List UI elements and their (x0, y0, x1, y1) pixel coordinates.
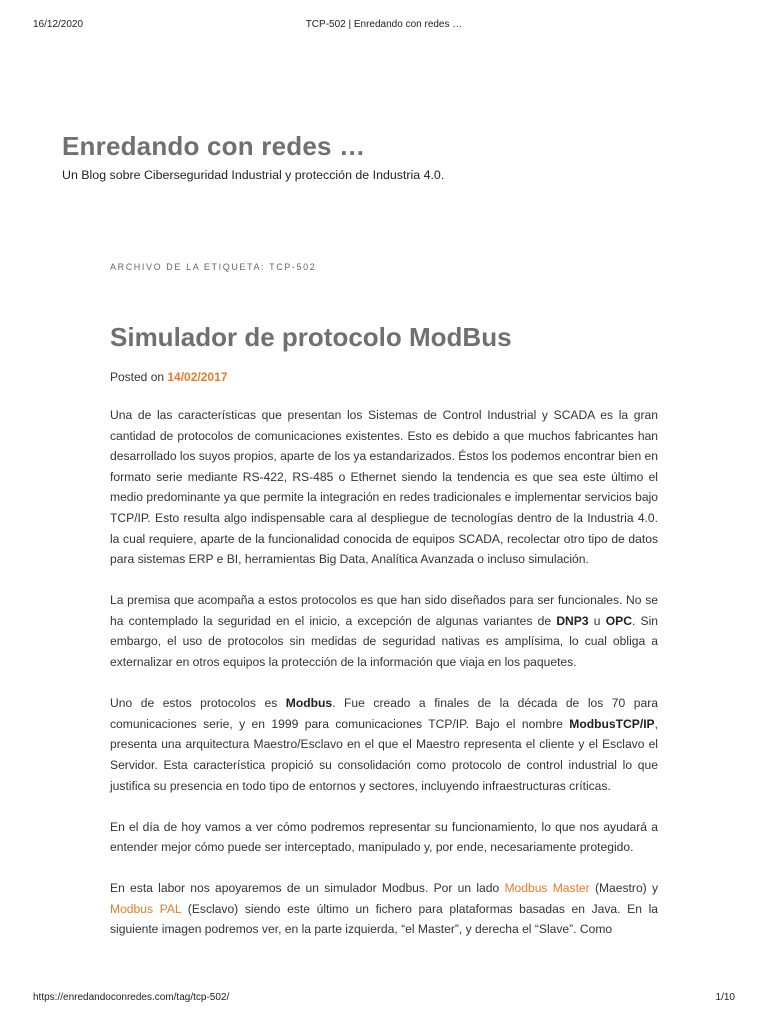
print-header (0, 19, 768, 33)
paragraph-2-text-a: La premisa que acompaña a estos protocolos es que han sido diseñados para ser funcionales. No se ha contemplado la seguridad en el inicio, a excepción de algunas variantes de (110, 593, 658, 628)
paragraph-5-text-a: En esta labor nos apoyaremos de un simulador Modbus. Por un lado (110, 881, 505, 896)
print-page-title: TCP-502 | Enredando con redes … (305, 19, 463, 30)
paragraph-5-text-c: (Esclavo) siendo este último un fichero para plataformas basadas en Java. En la siguiente imagen podremos ver, en la parte izquierda, “el Master”, y derecha el “Slave”. Como (110, 901, 658, 937)
print-date: 16/12/2020 (33, 19, 84, 30)
paragraph-3-text-c: . Fue creado a finales de la década de los 70 para comunicaciones serie, y en 1999 para comunicaciones TCP/IP. Bajo el nombre (110, 696, 659, 731)
site-title[interactable]: Enredando con redes … (62, 131, 366, 161)
post-title[interactable]: Simulador de protocolo ModBus (110, 322, 512, 352)
paragraph-1: Una de las características que presentan los Sistemas de Control Industrial y SCADA es la gran cantidad de protocolos de comunicaciones existentes. Esto es debido a que muchos fabricantes han desarrollado los suyos propios, aparte de los ya estandarizados. Éstos los podemos encontrar bien en formato serie mediante RS-422, RS-485 o Ethernet siendo la tendencia es que sea este último el medio predominante ya que permite la integración en redes tradicionales e implementar servicios bajo TCP/IP. Esto resulta algo indispensable cara al despliegue de tecnologías dentro de la Industria 4.0. la cual requiere, aparte de la funcionalidad conocida de equipos SCADA, recolectar otro tipo de datos para sistemas ERP e BI, herramientas Big Data, Analítica Avanzada o incluso simulación. (110, 408, 658, 567)
paragraph-5-text-b: (Maestro) y (589, 881, 658, 896)
modbustcpip-term: ModbusTCP/IP (569, 716, 655, 731)
paragraph-3-text-a: Uno de estos protocolos es (110, 696, 286, 711)
post-content (110, 405, 658, 961)
site-description: Un Blog sobre Ciberseguridad Industrial y protección de Industria 4.0. (62, 168, 445, 182)
post-date-link[interactable]: 14/02/2017 (167, 370, 228, 384)
modbus-term: Modbus (285, 696, 333, 711)
posted-on-label: Posted on (110, 370, 168, 384)
paragraph-3 (110, 693, 658, 796)
dnp3-term: DNP3 (556, 613, 589, 628)
modbus-pal-link[interactable]: Modbus PAL (110, 901, 182, 916)
print-url: https://enredandoconredes.com/tag/tcp-502/ (33, 992, 230, 1003)
modbus-master-link[interactable]: Modbus Master (504, 881, 590, 896)
opc-term: OPC (605, 613, 632, 628)
paragraph-2-text-c: u (588, 613, 606, 628)
paragraph-4: En el día de hoy vamos a ver cómo podremos representar su funcionamiento, lo que nos ayudará a entender mejor cómo puede ser interceptado, manipulado y, por ende, necesariamente protegido. (110, 819, 658, 855)
post-meta (110, 370, 227, 384)
archive-tag-label: ARCHIVO DE LA ETIQUETA: TCP-502 (110, 262, 317, 272)
print-page-number: 1/10 (715, 992, 735, 1003)
paragraph-3-text-d: , presenta una arquitectura Maestro/Esclavo en el que el Maestro representa el cliente y el Esclavo el Servidor. Esta característica propició su consolidación como protocolo de control industrial lo que justifica su presencia en todo tipo de entornos y sectores, incluyendo infraestructuras críticas. (110, 716, 658, 793)
paragraph-2-text-d: . Sin embargo, el uso de protocolos sin medidas de seguridad nativas es amplísima, lo cual obliga a externalizar en otros equipos la protección de la información que viaja en los paquetes. (110, 613, 659, 670)
paragraph-2 (110, 590, 658, 672)
paragraph-5 (110, 878, 658, 940)
